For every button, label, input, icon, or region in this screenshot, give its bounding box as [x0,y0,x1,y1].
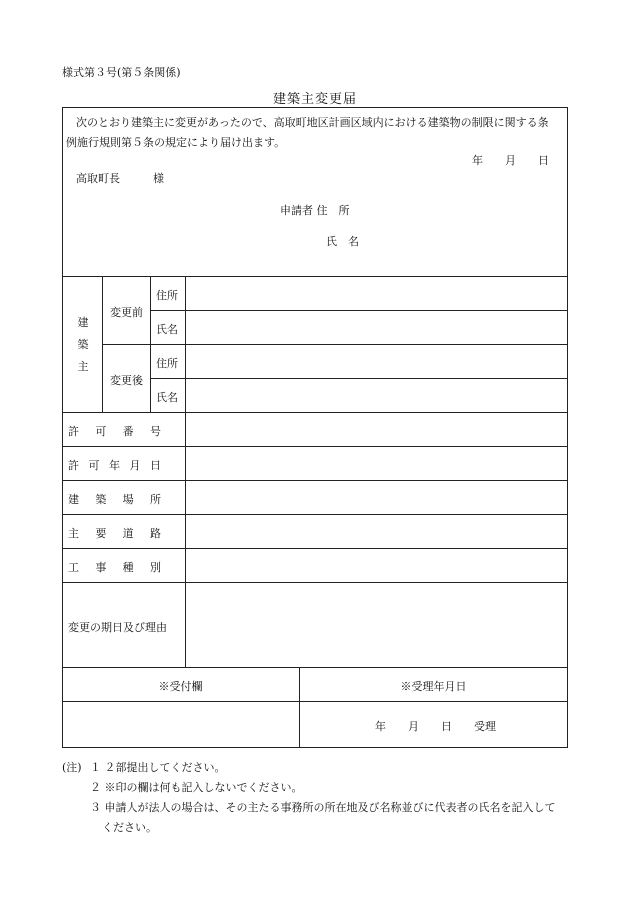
label-char: 路 [149,527,161,540]
document-title: 建築主変更届 [272,92,357,107]
label-char: 年 [109,459,120,472]
builder-label-char: 建 [77,316,89,329]
label-char: 可 [88,459,100,472]
label-char: 工 [68,561,79,574]
change-reason-label: 変更の期日及び理由 [68,621,167,634]
received-date-value: 年 月 日 受理 [375,720,496,733]
label-char: 日 [150,459,161,472]
permit-number-label [68,423,161,439]
intro-line-1: 次のとおり建築主に変更があったので、高取町地区計画区域内における建築物の制限に関する条 [76,116,549,129]
change-reason-field[interactable] [186,583,567,667]
note-3: ３ 申請人が法人の場合は、その主たる事務所の所在地及び名称並びに代表者の氏名を記入して [90,801,556,814]
after-address-field[interactable] [186,345,567,378]
note-3-continued: ください。 [102,821,157,834]
main-road-label [68,525,161,541]
builder-label [76,312,90,378]
label-char: 種 [122,561,134,574]
note-2: ２ ※印の欄は何も記入しないでください。 [90,781,303,794]
label-char: 許 [68,425,79,438]
submission-date: 年 月 日 [472,154,549,167]
before-address-field[interactable] [186,277,567,310]
before-name-field[interactable] [186,311,567,344]
label-char: 所 [149,493,161,506]
after-name-label: 氏名 [156,391,178,404]
before-name-label: 氏名 [156,323,178,336]
work-type-field[interactable] [186,549,567,582]
permit-date-label [68,457,161,473]
label-char: 場 [122,493,134,506]
label-char: 事 [95,561,107,574]
label-char: 許 [68,459,79,472]
permit-date-field[interactable] [186,447,567,480]
label-char: 主 [68,527,79,540]
after-address-label: 住所 [156,357,178,370]
label-char: 可 [95,425,107,438]
label-char: 建 [68,493,79,506]
label-char: 築 [95,493,107,506]
after-change-label: 変更後 [110,374,143,387]
after-name-field[interactable] [186,379,567,412]
label-char: 道 [122,527,134,540]
addressee: 高取町長 様 [76,172,164,185]
applicant-address-label: 申請者 住 所 [280,204,350,217]
received-date-label: ※受理年月日 [400,680,467,693]
permit-number-field[interactable] [186,413,567,446]
applicant-name-label: 氏 名 [326,235,359,248]
work-type-label [68,559,161,575]
main-road-field[interactable] [186,515,567,548]
intro-line-2: 例施行規則第５条の規定により届け出ます。 [66,136,286,149]
label-char: 番 [122,425,134,438]
reception-field [63,702,299,747]
builder-label-char: 築 [77,338,89,351]
reception-label: ※受付欄 [158,680,203,693]
before-address-label: 住所 [156,289,178,302]
builder-label-char: 主 [77,360,89,373]
label-char: 月 [129,459,141,472]
form-number: 様式第３号(第５条関係) [62,66,181,79]
notes-prefix: (注) [62,761,82,774]
note-1: １ ２部提出してください。 [90,761,226,774]
before-change-label: 変更前 [110,306,143,319]
label-char: 要 [95,527,107,540]
label-char: 号 [149,425,161,438]
building-site-field[interactable] [186,481,567,514]
label-char: 別 [149,561,161,574]
building-site-label [68,491,161,507]
